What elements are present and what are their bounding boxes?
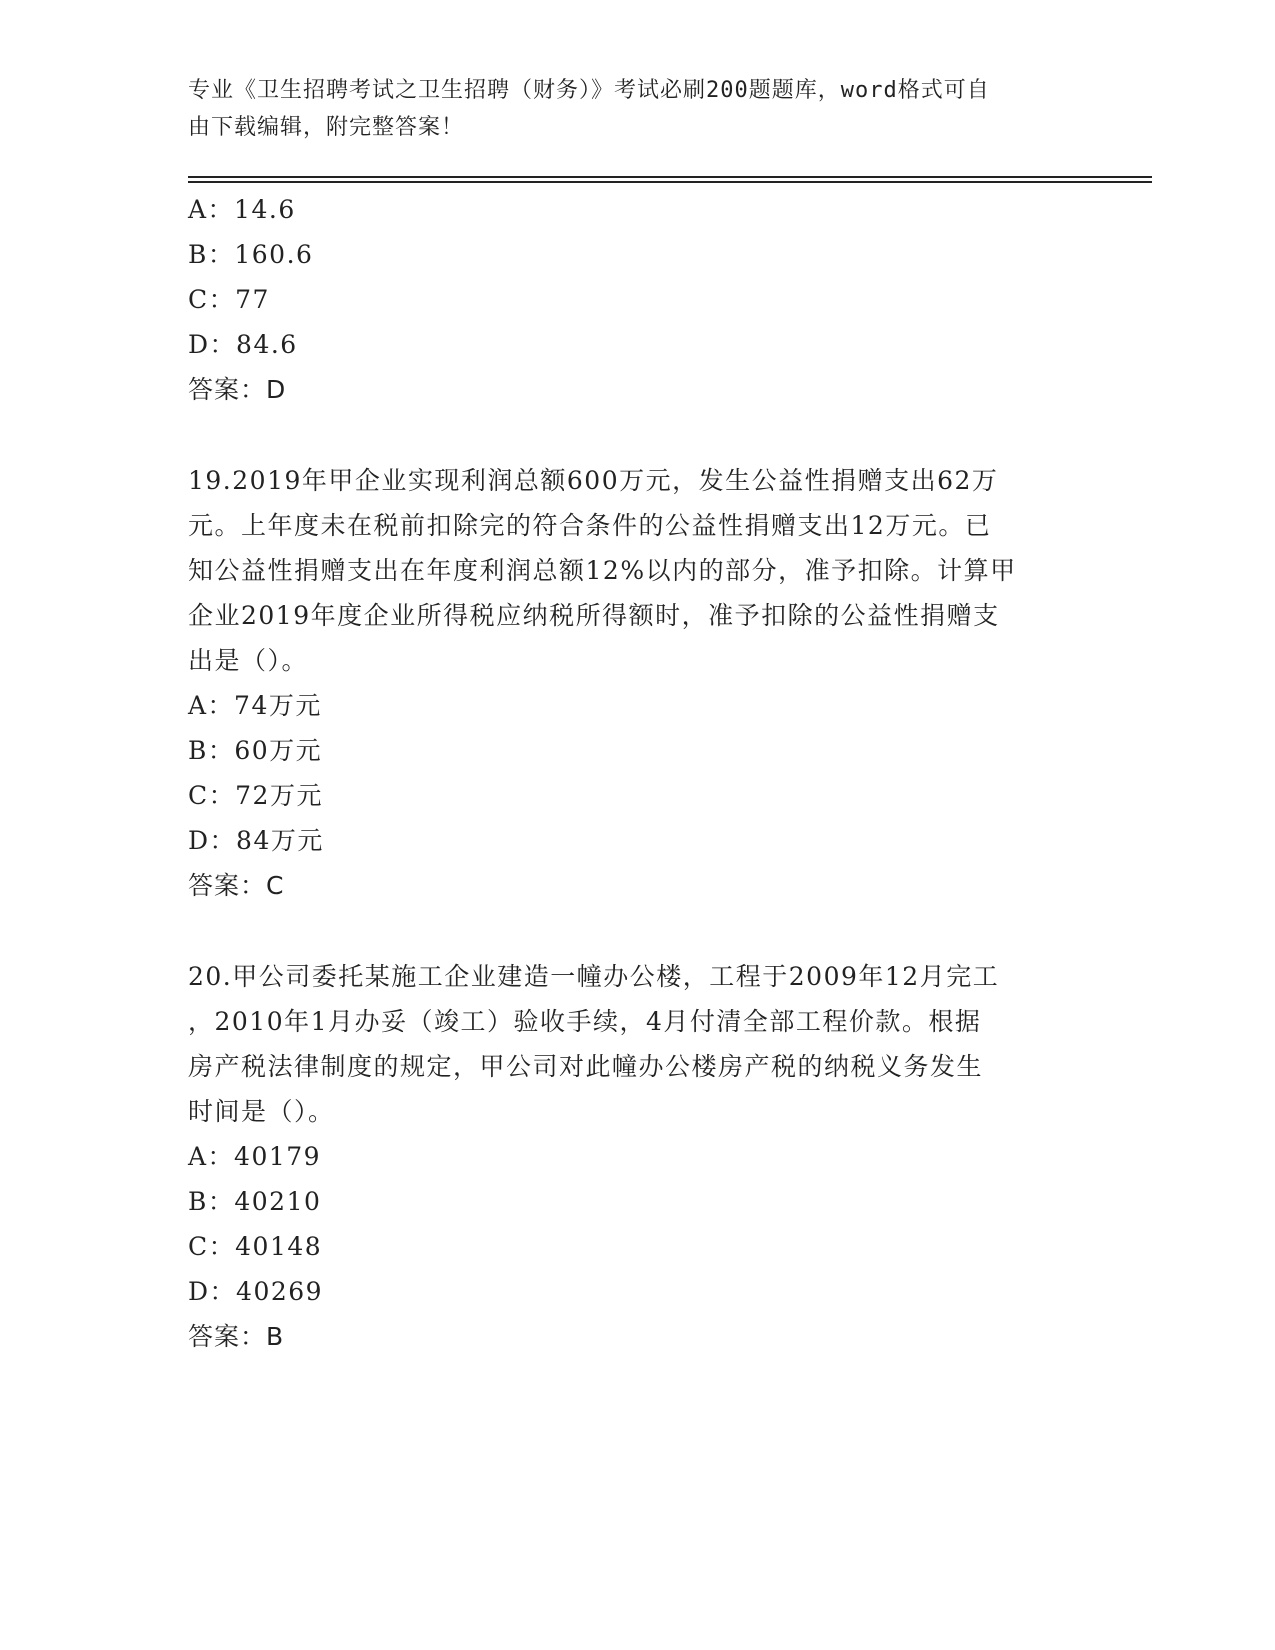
q19-stem-line-2: 元。上年度未在税前扣除完的符合条件的公益性捐赠支出12万元。已: [188, 511, 992, 540]
q19-stem-line-5: 出是（）。: [188, 646, 309, 675]
q20-option-b: B：40210: [188, 1187, 322, 1216]
q19-option-b: B：60万元: [188, 736, 323, 765]
q18-option-d: D：84.6: [188, 330, 298, 359]
q18-option-a: A：14.6: [188, 195, 296, 224]
q20-stem-line-4: 时间是（）。: [188, 1097, 335, 1126]
q19-answer: 答案：C: [188, 871, 285, 900]
header-line-1: 专业《卫生招聘考试之卫生招聘（财务）》考试必刷200题题库，word格式可自: [188, 78, 990, 103]
header-divider-top: [188, 176, 1152, 178]
q20-stem-line-2: ，2010年1月办妥（竣工）验收手续，4月付清全部工程价款。根据: [188, 1007, 982, 1036]
q20-answer: 答案：B: [188, 1322, 285, 1351]
header-line-2: 由下载编辑，附完整答案！: [188, 115, 465, 140]
q20-stem-line-3: 房产税法律制度的规定，甲公司对此幢办公楼房产税的纳税义务发生: [188, 1052, 984, 1081]
q19-option-d: D：84万元: [188, 826, 324, 855]
q19-option-c: C：72万元: [188, 781, 323, 810]
q20-option-a: A：40179: [188, 1142, 322, 1171]
q19-stem-line-4: 企业2019年度企业所得税应纳税所得额时，准予扣除的公益性捐赠支: [188, 601, 1000, 630]
header-divider-bottom: [188, 181, 1152, 183]
q20-stem-line-1: 20.甲公司委托某施工企业建造一幢办公楼，工程于2009年12月完工: [188, 962, 1000, 991]
q20-option-c: C：40148: [188, 1232, 323, 1261]
q19-option-a: A：74万元: [188, 691, 322, 720]
q19-stem-line-3: 知公益性捐赠支出在年度利润总额12%以内的部分，准予扣除。计算甲: [188, 556, 1017, 585]
q19-stem-line-1: 19.2019年甲企业实现利润总额600万元，发生公益性捐赠支出62万: [188, 466, 999, 495]
q18-option-c: C：77: [188, 285, 270, 314]
q18-answer: 答案：D: [188, 375, 287, 404]
q18-option-b: B：160.6: [188, 240, 314, 269]
document-header: [188, 72, 1068, 146]
q20-option-d: D：40269: [188, 1277, 324, 1306]
